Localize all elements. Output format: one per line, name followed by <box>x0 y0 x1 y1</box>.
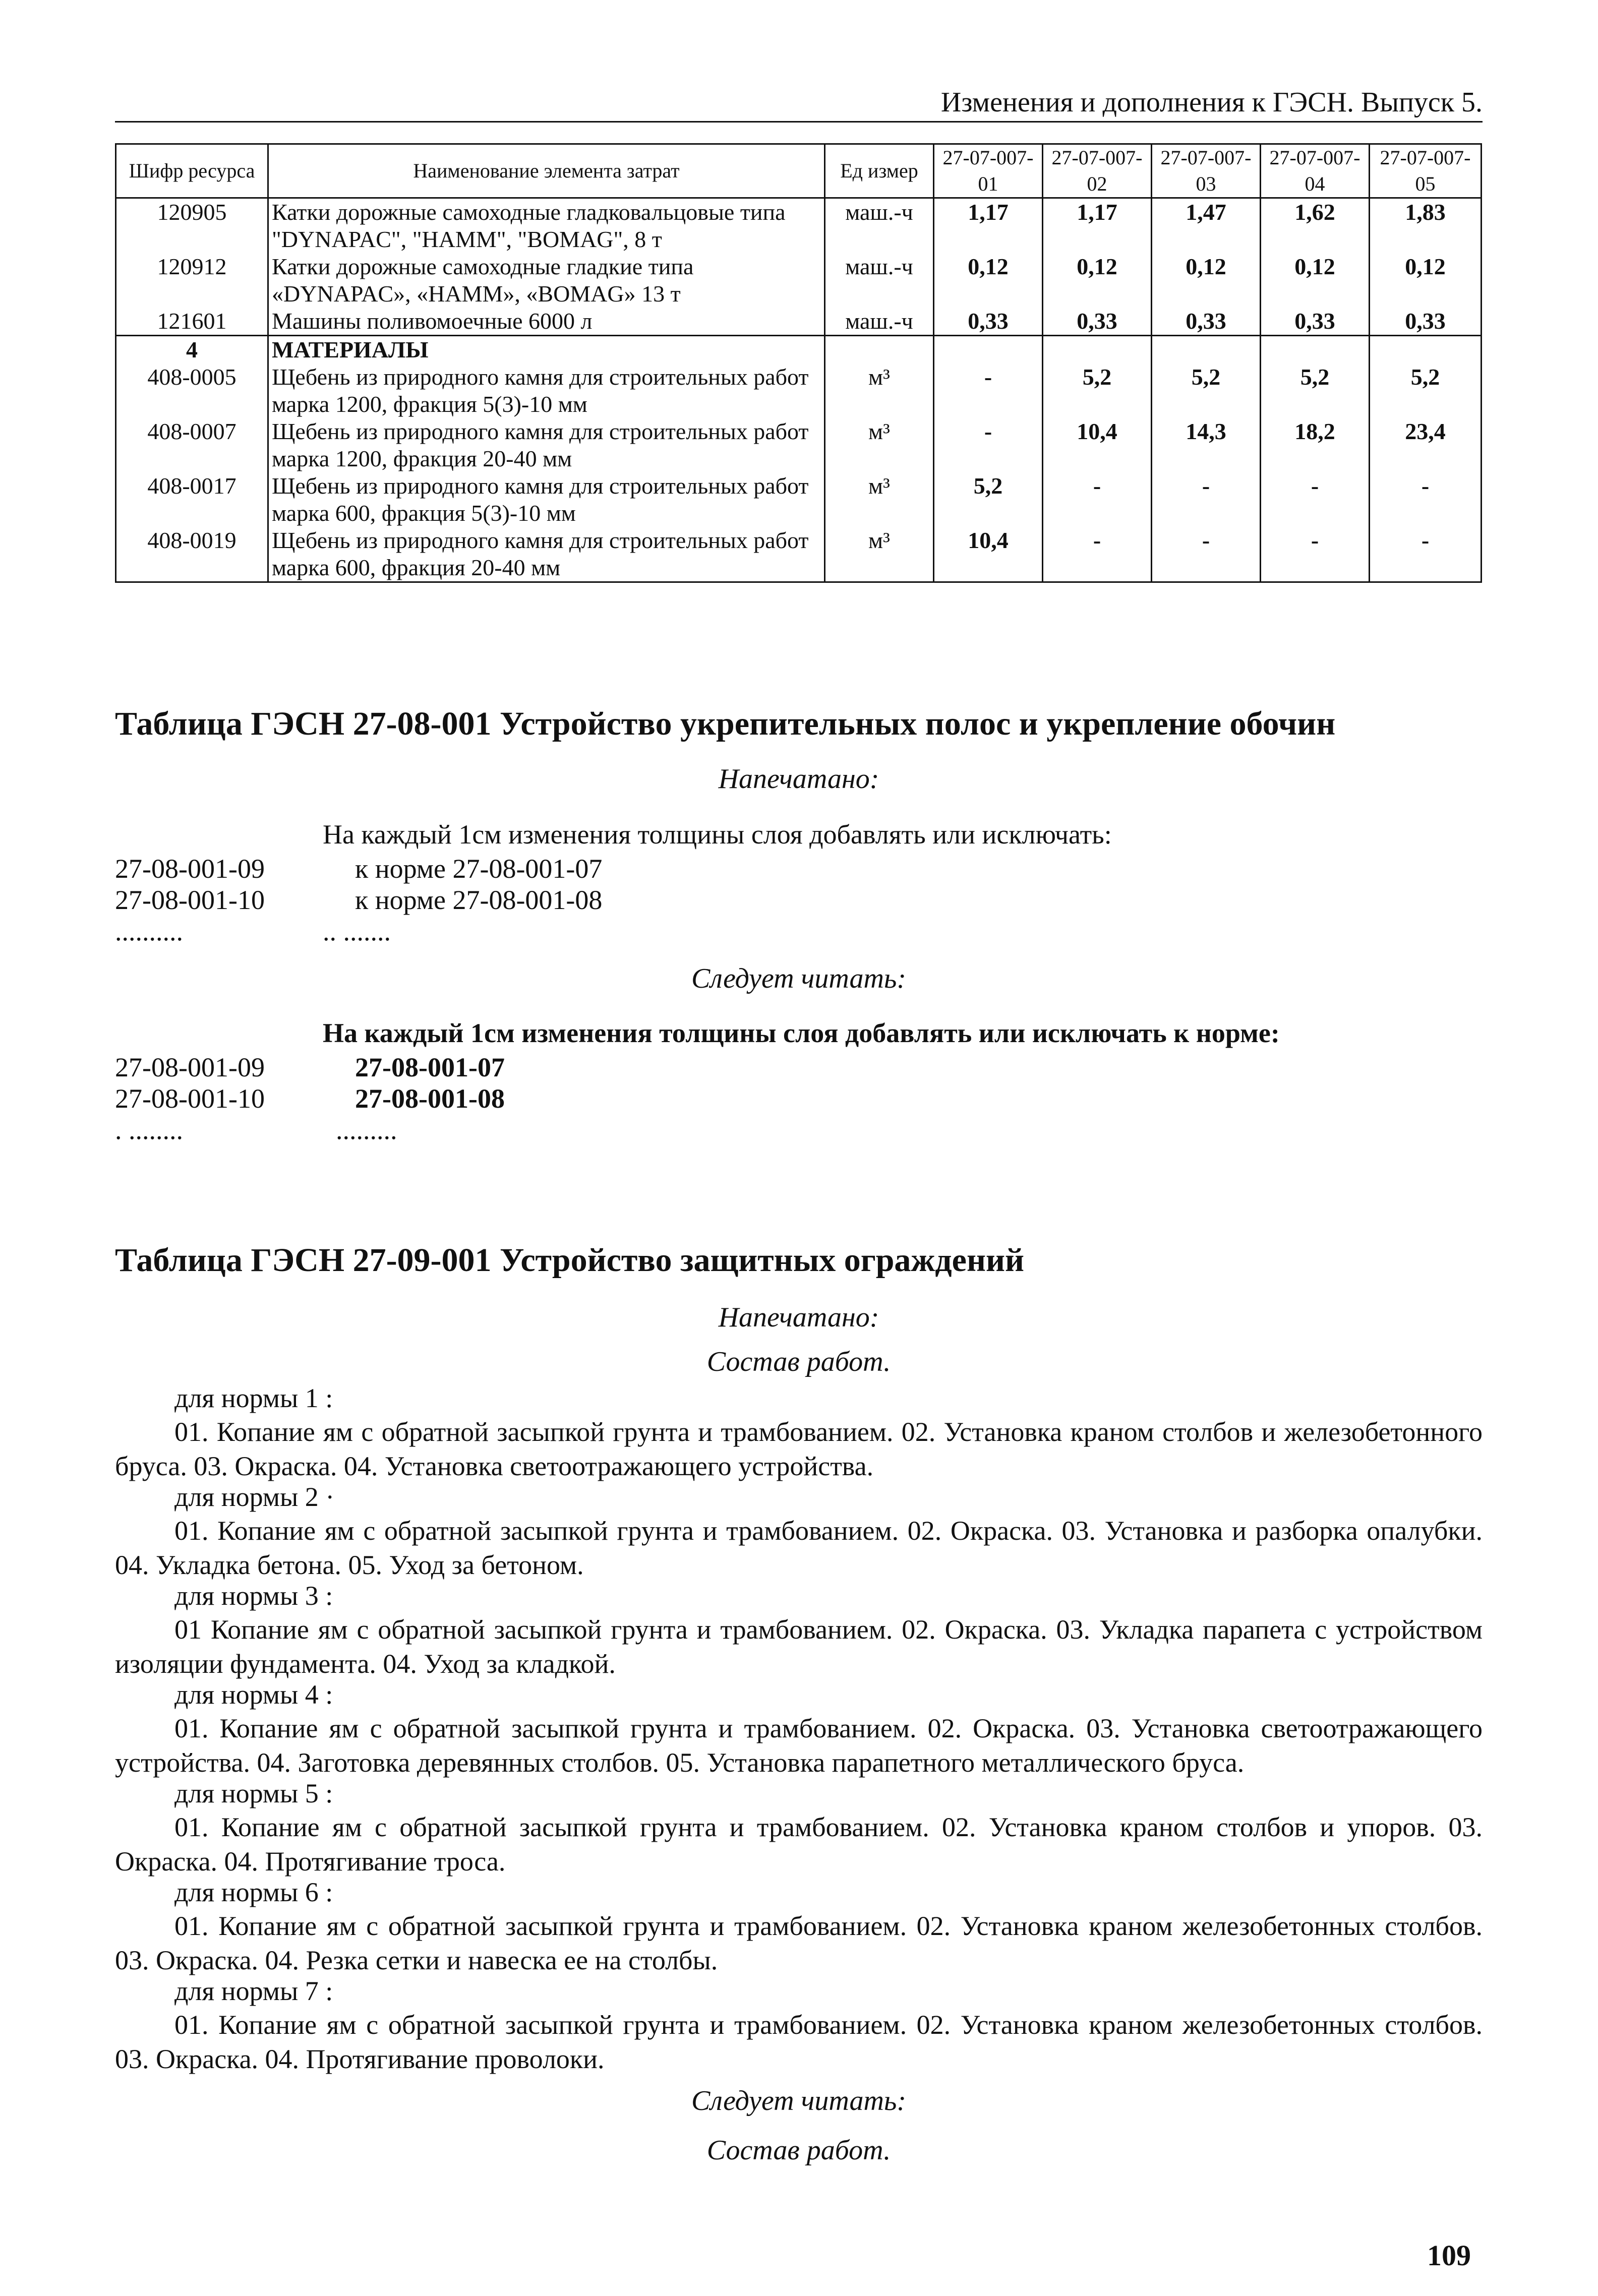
table-row <box>116 364 1482 418</box>
table-row <box>116 418 1482 472</box>
table-header-row <box>116 144 1482 198</box>
cell-value: 0,33 <box>934 308 1043 336</box>
cell-value: 1,83 <box>1370 198 1482 254</box>
norm-label: для нормы 4 : <box>174 1679 333 1710</box>
resource-code: 121601 <box>116 308 268 336</box>
cell-value <box>1152 336 1261 364</box>
resource-name: Катки дорожные самоходные гладковальцовые типа "DYNAPAC", "HAMM", "BOMAG", 8 т <box>268 198 825 254</box>
running-header: Изменения и дополнения к ГЭСН. Выпуск 5. <box>115 85 1483 123</box>
resource-code: 408-0017 <box>116 472 268 527</box>
read-intro: На каждый 1см изменения толщины слоя добавлять или исключать к норме: <box>323 1018 1280 1048</box>
work-label: Состав работ. <box>706 2135 891 2166</box>
cell-value: 0,12 <box>1043 253 1152 308</box>
cell-value: 1,17 <box>1043 198 1152 254</box>
cell-value: 10,4 <box>1043 418 1152 472</box>
resource-unit: маш.-ч <box>825 253 934 308</box>
work-label: Состав работ. <box>706 1346 891 1377</box>
resource-unit: маш.-ч <box>825 308 934 336</box>
cell-value: - <box>1152 527 1261 582</box>
norm-text: 01. Копание ям с обратной засыпкой грунта и трамбованием. 02. Установка краном столбов и железобетонного бруса. 03. Окраска. 04. Установка светоотражающего устройства. <box>115 1417 1483 1481</box>
col-header: Наименование элемента затрат <box>268 144 825 198</box>
table-row <box>116 527 1482 582</box>
cell-value: 0,12 <box>934 253 1043 308</box>
norm-code: 27-08-001-09 <box>115 1052 265 1082</box>
cell-value: - <box>1152 472 1261 527</box>
cell-value <box>1261 336 1370 364</box>
cell-value <box>1370 336 1482 364</box>
resource-name: Щебень из природного камня для строительных работ марка 600, фракция 5(3)-10 мм <box>268 472 825 527</box>
cell-value <box>934 336 1043 364</box>
cell-value: 0,12 <box>1152 253 1261 308</box>
cell-value <box>1043 336 1152 364</box>
read-label: Следует читать: <box>691 963 907 994</box>
resource-code: 120912 <box>116 253 268 308</box>
resource-name: Щебень из природного камня для строительных работ марка 1200, фракция 5(3)-10 мм <box>268 364 825 418</box>
norm-text: 01. Копание ям с обратной засыпкой грунта и трамбованием. 02. Установка краном железобетонных столбов. 03. Окраска. 04. Резка сетки и навеска ее на столбы. <box>115 1911 1483 1975</box>
norm-text: 01 Копание ям с обратной засыпкой грунта и трамбованием. 02. Окраска. 03. Укладка парапета с устройством изоляции фундамента. 04. Уход за кладкой. <box>115 1614 1483 1679</box>
printed-intro: На каждый 1см изменения толщины слоя добавлять или исключать: <box>323 819 1112 850</box>
norm-label: для нормы 3 : <box>174 1581 333 1611</box>
resource-name: Щебень из природного камня для строительных работ марка 1200, фракция 20-40 мм <box>268 418 825 472</box>
cell-value: - <box>1043 472 1152 527</box>
norm-code: 27-08-001-10 <box>115 885 265 915</box>
col-header: 27-07-007-01 <box>934 144 1043 198</box>
resource-table <box>115 143 1482 583</box>
cell-value: - <box>1370 527 1482 582</box>
table-row-section <box>116 336 1482 364</box>
resource-code: 408-0019 <box>116 527 268 582</box>
ellipsis: ......... <box>336 1115 397 1145</box>
resource-code: 408-0007 <box>116 418 268 472</box>
cell-value: 10,4 <box>934 527 1043 582</box>
resource-name: Щебень из природного камня для строительных работ марка 600, фракция 20-40 мм <box>268 527 825 582</box>
resource-name: Машины поливомоечные 6000 л <box>268 308 825 336</box>
table-row <box>116 253 1482 308</box>
cell-value: 0,33 <box>1370 308 1482 336</box>
section-code: 4 <box>116 336 268 364</box>
norm-label: для нормы 6 : <box>174 1877 333 1907</box>
table-row <box>116 198 1482 254</box>
cell-value: 18,2 <box>1261 418 1370 472</box>
resource-code: 120905 <box>116 198 268 254</box>
norm-text: 01. Копание ям с обратной засыпкой грунта и трамбованием. 02. Установка краном столбов и упоров. 03. Окраска. 04. Протягивание троса. <box>115 1812 1483 1877</box>
cell-value: - <box>1043 527 1152 582</box>
cell-value: 0,33 <box>1152 308 1261 336</box>
col-header: Ед измер <box>825 144 934 198</box>
resource-unit: м³ <box>825 418 934 472</box>
norm-code: 27-08-001-09 <box>115 854 265 884</box>
col-header: 27-07-007-02 <box>1043 144 1152 198</box>
cell-value: 0,12 <box>1261 253 1370 308</box>
cell-value: 1,62 <box>1261 198 1370 254</box>
norm-label: для нормы 2 · <box>174 1482 335 1512</box>
read-label: Следует читать: <box>691 2085 907 2117</box>
resource-unit: м³ <box>825 364 934 418</box>
cell-value: 5,2 <box>1152 364 1261 418</box>
cell-value: 5,2 <box>1043 364 1152 418</box>
cell-value: - <box>934 418 1043 472</box>
norm-text: 01. Копание ям с обратной засыпкой грунта и трамбованием. 02. Окраска. 03. Установка и разборка опалубки. 04. Укладка бетона. 05. Уход за бетоном. <box>115 1516 1483 1580</box>
norm-text: к норме 27-08-001-08 <box>355 885 603 915</box>
cell-value: 0,33 <box>1261 308 1370 336</box>
printed-label: Напечатано: <box>718 1302 879 1333</box>
page-number: 109 <box>1427 2239 1471 2272</box>
cell-value: 1,17 <box>934 198 1043 254</box>
cell-value: 23,4 <box>1370 418 1482 472</box>
resource-code: 408-0005 <box>116 364 268 418</box>
resource-unit: м³ <box>825 527 934 582</box>
norm-label: для нормы 1 : <box>174 1383 333 1413</box>
cell-value: 5,2 <box>1370 364 1482 418</box>
ellipsis: . ........ <box>115 1115 183 1145</box>
cell-value: 1,47 <box>1152 198 1261 254</box>
norm-text: 01. Копание ям с обратной засыпкой грунта и трамбованием. 02. Установка краном железобетонных столбов. 03. Окраска. 04. Протягивание проволоки. <box>115 2010 1483 2074</box>
ellipsis: .......... <box>115 916 183 946</box>
resource-unit: м³ <box>825 472 934 527</box>
section-title: Таблица ГЭСН 27-08-001 Устройство укрепительных полос и укрепление обочин <box>115 705 1336 742</box>
cell-value: - <box>934 364 1043 418</box>
norm-text: к норме 27-08-001-07 <box>355 854 603 884</box>
norm-text: 27-08-001-07 <box>355 1052 505 1082</box>
cell-value: 14,3 <box>1152 418 1261 472</box>
table-row <box>116 308 1482 336</box>
cell-value: 5,2 <box>1261 364 1370 418</box>
section-name: МАТЕРИАЛЫ <box>268 336 825 364</box>
norm-text: 01. Копание ям с обратной засыпкой грунта и трамбованием. 02. Окраска. 03. Установка светоотражающего устройства. 04. Заготовка деревянных столбов. 05. Установка парапетного металлического бруса. <box>115 1713 1483 1778</box>
norm-text: 27-08-001-08 <box>355 1083 505 1114</box>
col-header: 27-07-007-04 <box>1261 144 1370 198</box>
norm-code: 27-08-001-10 <box>115 1083 265 1114</box>
resource-unit: маш.-ч <box>825 198 934 254</box>
section-title: Таблица ГЭСН 27-09-001 Устройство защитных ограждений <box>115 1242 1025 1279</box>
table-row <box>116 472 1482 527</box>
norm-label: для нормы 5 : <box>174 1778 333 1808</box>
col-header: 27-07-007-05 <box>1370 144 1482 198</box>
cell-value: 5,2 <box>934 472 1043 527</box>
resource-name: Катки дорожные самоходные гладкие типа «DYNAPAC», «HAMM», «BOMAG» 13 т <box>268 253 825 308</box>
cell-value: 0,12 <box>1370 253 1482 308</box>
cell-value: - <box>1261 527 1370 582</box>
resource-unit <box>825 336 934 364</box>
ellipsis: .. ....... <box>323 916 391 946</box>
cell-value: - <box>1370 472 1482 527</box>
col-header: Шифр ресурса <box>116 144 268 198</box>
cell-value: 0,33 <box>1043 308 1152 336</box>
norm-label: для нормы 7 : <box>174 1976 333 2006</box>
cell-value: - <box>1261 472 1370 527</box>
col-header: 27-07-007-03 <box>1152 144 1261 198</box>
printed-label: Напечатано: <box>718 763 879 795</box>
